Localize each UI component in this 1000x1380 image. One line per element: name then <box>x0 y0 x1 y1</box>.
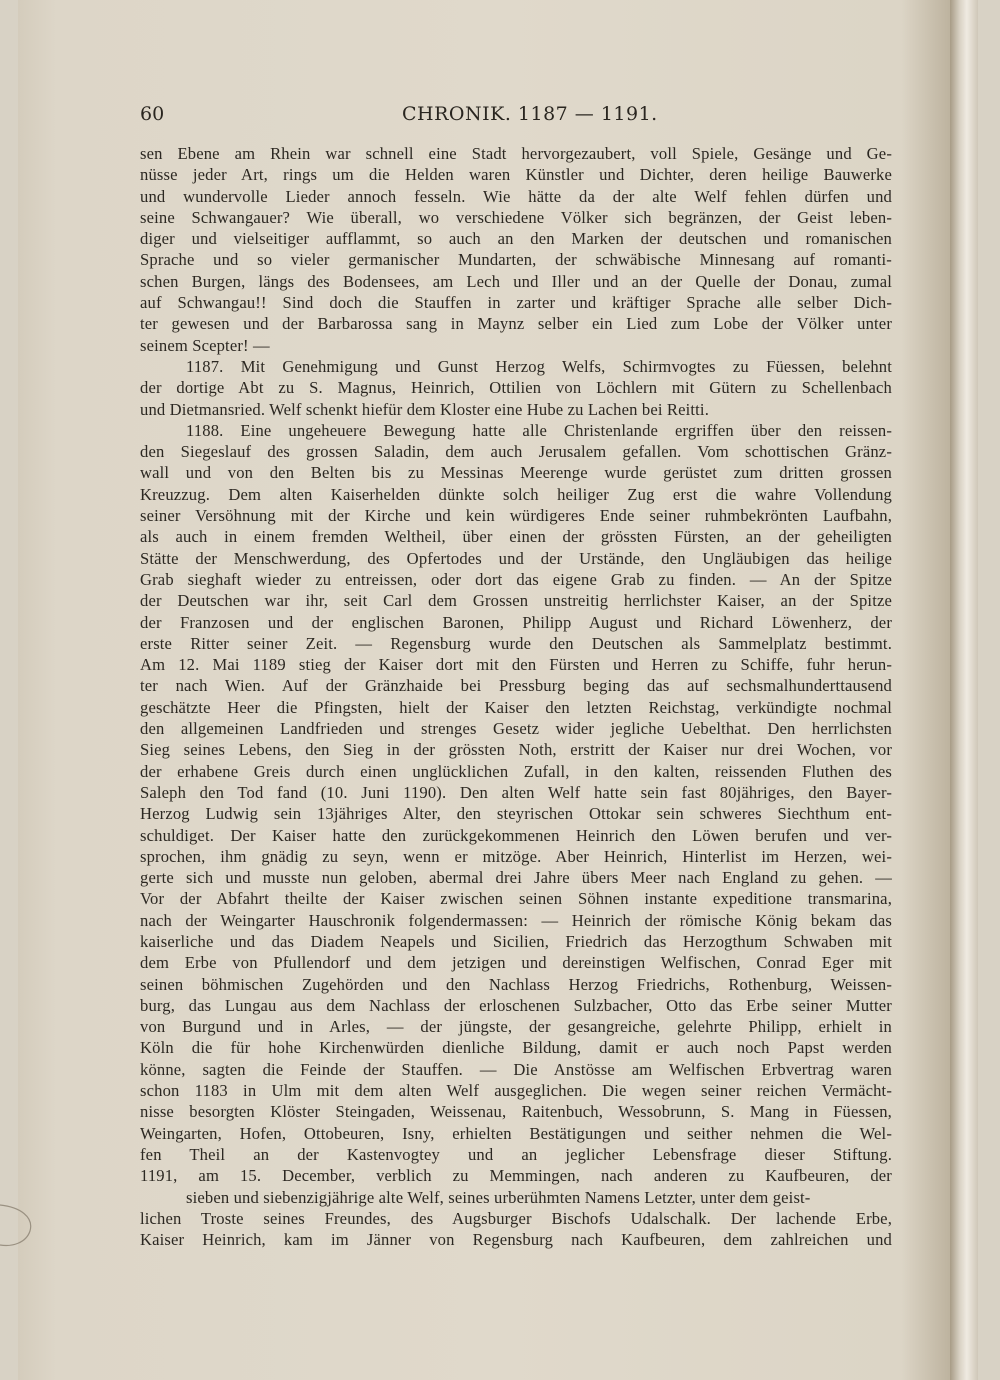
text-line: diger und vielseitiger aufflammt, so auch an den Marken der deutschen und romanischen <box>140 229 892 249</box>
text-line: Grab sieghaft wieder zu entreissen, oder dort das eigene Grab zu finden. — An der Spitze <box>140 569 892 589</box>
body-text <box>140 143 892 1250</box>
text-line: von Burgund und in Arles, — der jüngste, der gesangreiche, gelehrte Philipp, erhielt in <box>140 1017 892 1037</box>
text-line: der Franzosen und der englischen Baronen, Philipp August und Richard Löwenherz, der <box>140 612 892 632</box>
text-line: Weingarten, Hofen, Ottobeuren, Isny, erhielten Bestätigungen und seither nehmen die Wel- <box>140 1123 892 1143</box>
text-line: sieben und siebenzigjährige alte Welf, seines urberühmten Namens Letzter, unter dem geist- <box>186 1187 811 1207</box>
running-head: CHRONIK. 1187 — 1191. <box>402 103 658 125</box>
bookmark-thread-icon <box>0 1195 40 1255</box>
text-line: kaiserliche und das Diadem Neapels und Sicilien, Friedrich das Herzogthum Schwaben mit <box>140 931 892 951</box>
text-line: gerte sich und musste nun geloben, abermal drei Jahre übers Meer nach England zu gehen. — <box>140 868 892 888</box>
text-line: schen Burgen, längs des Bodensees, am Lech und Iller und an der Quelle der Donau, zumal <box>140 271 892 291</box>
text-line: Kreuzzug. Dem alten Kaiserhelden dünkte solch heiliger Zug erst die wahre Vollendung <box>140 484 892 504</box>
text-line: schuldiget. Der Kaiser hatte den zurückgekommenen Heinrich den Löwen berufen und ver- <box>140 825 892 845</box>
text-line: als auch in einem fremden Weltheil, über einen der grössten Fürsten, an der geheiligten <box>140 527 892 547</box>
text-line: erste Ritter seiner Zeit. — Regensburg wurde den Deutschen als Sammelplatz bestimmt. <box>140 633 892 653</box>
text-line: nüsse jeder Art, rings um die Helden waren Künstler und Dichter, deren heilige Bauwerke <box>140 165 892 185</box>
text-line: den Siegeslauf des grossen Saladin, dem auch Jerusalem gefallen. Vom schottischen Gränz- <box>140 442 892 462</box>
text-line: seine Schwangauer? Wie überall, wo verschiedene Völker sich begränzen, der Geist leben- <box>140 207 892 227</box>
text-line: seinen böhmischen Zugehörden und den Nachlass Herzog Friedrichs, Rothenburg, Weissen- <box>140 974 892 994</box>
text-line: seinem Scepter! — <box>140 335 270 355</box>
text-line: Herzog Ludwig sein 13jähriges Alter, den steyrischen Ottokar sein schweres Siechthum ent- <box>140 804 892 824</box>
text-line: Sieg seines Lebens, den Sieg in der grössten Noth, erstritt der Kaiser nur drei Wochen, vor <box>140 740 892 760</box>
text-line: Saleph den Tod fand (10. Juni 1190). Den alten Welf hatte sein fast 80jähriges, den Bayer- <box>140 782 892 802</box>
text-line: der dortige Abt zu S. Magnus, Heinrich, Ottilien von Löchlern mit Gütern zu Schellenbach <box>140 378 892 398</box>
text-line: seiner Versöhnung mit der Kirche und kein würdigeres Ende seiner ruhmbekrönten Laufbahn, <box>140 506 892 526</box>
text-line: und Dietmansried. Welf schenkt hiefür dem Kloster eine Hube zu Lachen bei Reitti. <box>140 399 709 419</box>
text-line: könne, sagten die Feinde der Stauffen. — Die Anstösse am Welfischen Erbvertrag waren <box>140 1059 892 1079</box>
text-line: wall und von den Belten bis zu Messinas Meerenge wurde gerüstet zum dritten grossen <box>140 463 892 483</box>
text-line: dem Erbe von Pfullendorf und dem jetzigen und dereinstigen Welfischen, Conrad Eger mit <box>140 953 892 973</box>
text-line: der erhabene Greis durch einen unglücklichen Zufall, in den kalten, reissenden Fluthen des <box>140 761 892 781</box>
page-header <box>140 103 900 133</box>
text-line: burg, das Lungau aus dem Nachlass der erloschenen Sulzbacher, Otto das Erbe seiner Mutter <box>140 995 892 1015</box>
text-line: ter gewesen und der Barbarossa sang in Maynz selber ein Lied zum Lobe der Völker unter <box>140 314 892 334</box>
text-line: sprochen, ihm gnädig zu seyn, wenn er mitzöge. Aber Heinrich, Hinterlist im Herzen, wei- <box>140 846 892 866</box>
text-line: 1188. Eine ungeheuere Bewegung hatte alle Christenlande ergriffen über den reissen- <box>186 420 892 440</box>
text-line: Am 12. Mai 1189 stieg der Kaiser dort mit den Fürsten und Herren zu Schiffe, fuhr herun- <box>140 655 892 675</box>
page-number: 60 <box>140 103 165 125</box>
text-line: und wundervolle Lieder annoch fesseln. Wie hätte da der alte Welf fehlen dürfen und <box>140 186 892 206</box>
text-line: Sprache und so vieler germanischer Mundarten, der schwäbische Minnesang auf romanti- <box>140 250 892 270</box>
text-line: Kaiser Heinrich, kam im Jänner von Regensburg nach Kaufbeuren, dem zahlreichen und <box>140 1230 892 1250</box>
text-line: schon 1183 in Ulm mit dem alten Welf ausgeglichen. Die wegen seiner reichen Vermächt- <box>140 1081 892 1101</box>
text-line: sen Ebene am Rhein war schnell eine Stadt hervorgezaubert, voll Spiele, Gesänge und Ge- <box>140 144 892 163</box>
text-line: der Deutschen war ihr, seit Carl dem Grossen unstreitig herrlichster Kaiser, an der Spitze <box>140 591 892 611</box>
text-line: auf Schwangau!! Sind doch die Stauffen in zarter und kräftiger Sprache alle selber Dich- <box>140 293 892 313</box>
text-line: ter nach Wien. Auf der Gränzhaide bei Pressburg beging das auf sechsmalhunderttausend <box>140 676 892 696</box>
text-line: nisse besorgten Klöster Steingaden, Weissenau, Raitenbuch, Wessobrunn, S. Mang in Füessen, <box>140 1102 892 1122</box>
text-line: 1191, am 15. December, verblich zu Memmingen, nach anderen zu Kaufbeuren, der <box>140 1166 892 1186</box>
text-line: nach der Weingarter Hauschronik folgendermassen: — Heinrich der römische König bekam das <box>140 910 892 930</box>
text-line: Köln die für hohe Kirchenwürden dienliche Bildung, damit er auch noch Papst werden <box>140 1038 892 1058</box>
text-line: geschätzte Heer die Pfingsten, hielt der Kaiser den letzten Reichstag, verkündigte nochmal <box>140 697 892 717</box>
text-line: fen Theil an der Kastenvogtey und an jeglicher Lebensfrage dieser Stiftung. <box>140 1144 892 1164</box>
text-line: Stätte der Menschwerdung, des Opfertodes und der Urstände, den Ungläubigen das heilige <box>140 548 892 568</box>
text-line: den allgemeinen Landfrieden und strenges Gesetz wider jegliche Uebelthat. Den herrlichsten <box>140 719 892 739</box>
text-line: Vor der Abfahrt theilte der Kaiser zwischen seinen Söhnen instante expeditione transmarina, <box>140 889 892 909</box>
text-line: lichen Troste seines Freundes, des Augsburger Bischofs Udalschalk. Der lachende Erbe, <box>140 1208 892 1228</box>
page-gutter-shadow <box>950 0 978 1380</box>
text-line: 1187. Mit Genehmigung und Gunst Herzog Welfs, Schirmvogtes zu Füessen, belehnt <box>186 356 892 376</box>
